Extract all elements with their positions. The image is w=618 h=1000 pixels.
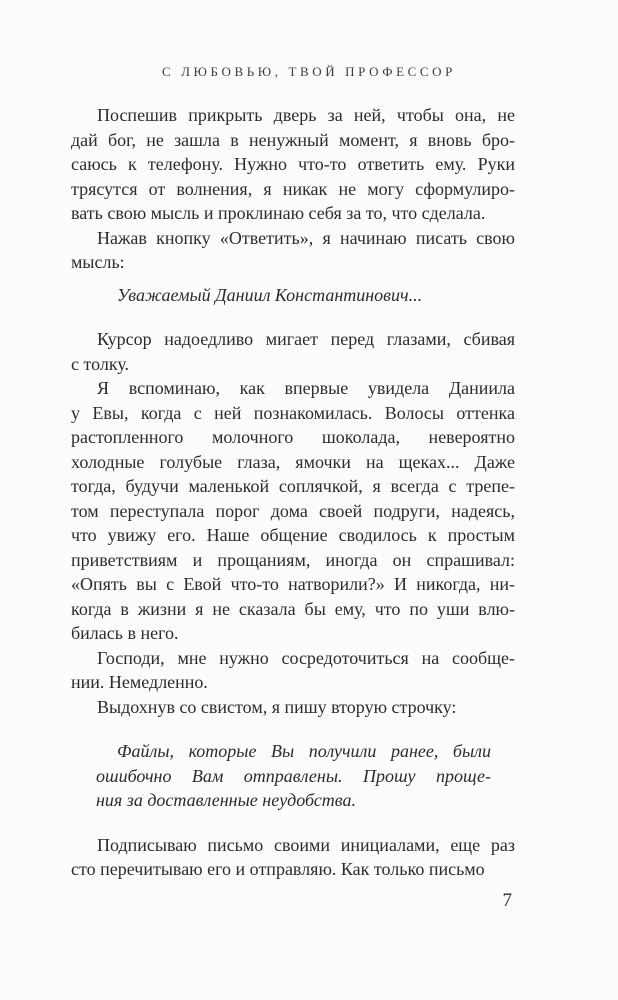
text-line: билась в него.: [71, 623, 179, 643]
text-line: дай бог, не зашла в ненужный момент, я вновь бро-: [71, 129, 515, 150]
page-number: 7: [502, 890, 512, 911]
text-line: ния за доставленные неудобства.: [96, 790, 356, 810]
paragraph: [71, 103, 515, 226]
text-block: [71, 103, 515, 882]
text-line: Выдохнув со свистом, я пишу вторую строчку:: [97, 696, 457, 717]
text-line: сто перечитываю его и отправляю. Как только письмо: [71, 859, 485, 879]
text-line: вать свою мысль и проклинаю себя за то, что сделала.: [71, 203, 486, 223]
text-line: трясутся от волнения, я никак не могу сформулиро-: [71, 178, 515, 199]
paragraph: [71, 833, 515, 882]
text-line: холодные голубые глаза, ямочки на щеках... Даже: [71, 451, 515, 472]
quote-block: [96, 283, 491, 308]
text-line: Уважаемый Даниил Константинович...: [117, 284, 423, 305]
paragraph: [71, 646, 515, 695]
text-line: Подписываю письмо своими инициалами, еще раз: [97, 834, 515, 855]
paragraph: [71, 695, 515, 720]
text-line: Файлы, которые Вы получили ранее, были: [117, 741, 491, 761]
paragraph: [71, 376, 515, 646]
text-line: Я вспоминаю, как впервые увидела Даниила: [97, 378, 515, 398]
text-line: тогда, будучи маленькой соплячкой, я всегда с трепе-: [71, 476, 515, 496]
text-line: том переступала порог дома своей подруги, надеясь,: [71, 500, 515, 521]
text-line: мысль:: [71, 252, 125, 272]
text-line: Поспешив прикрыть дверь за ней, чтобы она, не: [97, 105, 515, 125]
text-line: ошибочно Вам отправлены. Прошу проще-: [96, 765, 491, 786]
text-line: у Евы, когда с ней познакомилась. Волосы оттенка: [71, 402, 515, 423]
paragraph: [71, 226, 515, 275]
text-line: Нажав кнопку «Ответить», я начинаю писать свою: [97, 227, 515, 248]
text-line: растопленного молочного шоколада, невероятно: [71, 427, 515, 447]
text-line: Курсор надоедливо мигает перед глазами, сбивая: [97, 329, 515, 349]
text-line: «Опять вы с Евой что-то натворили?» И никогда, ни-: [71, 574, 515, 594]
quote-block: [96, 739, 491, 813]
text-line: приветствиям и прощаниям, иногда он спрашивал:: [71, 549, 515, 570]
text-line: с толку.: [71, 353, 130, 374]
text-line: Господи, мне нужно сосредоточиться на сообще-: [97, 647, 515, 668]
running-title: С ЛЮБОВЬЮ, ТВОЙ ПРОФЕССОР: [162, 64, 456, 79]
text-line: когда в жизни я не сказала бы ему, что по уши влю-: [71, 598, 515, 619]
paragraph: [71, 327, 515, 376]
text-line: саюсь к телефону. Нужно что-то ответить ему. Руки: [71, 154, 515, 174]
text-line: что увижу его. Наше общение сводилось к простым: [71, 525, 515, 545]
text-line: нии. Немедленно.: [71, 672, 208, 692]
